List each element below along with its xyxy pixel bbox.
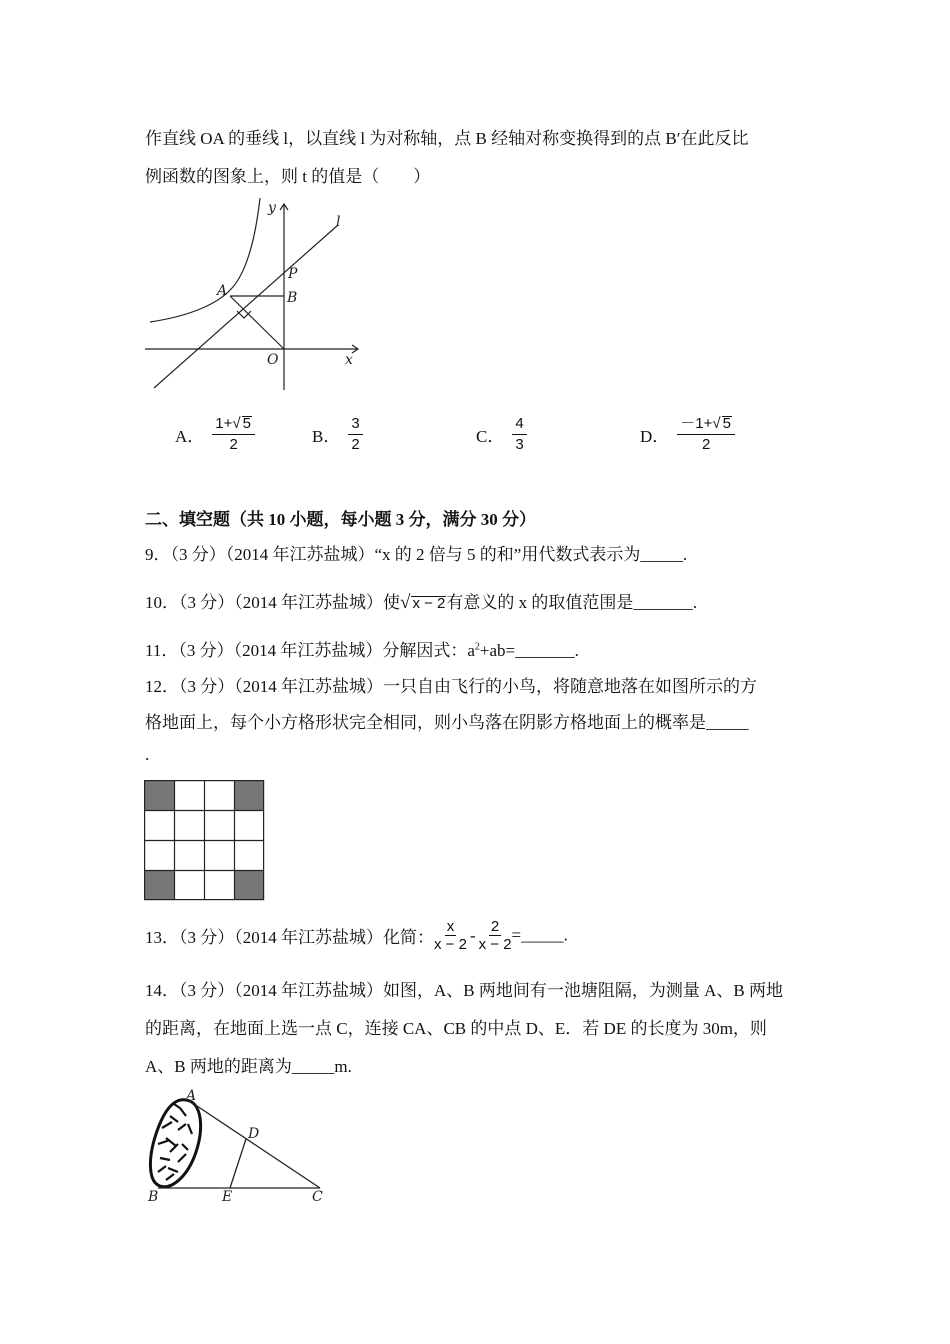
q8-option-a-num-sqrt: 5 [242, 414, 251, 432]
q13-f2-den: x − 2 [478, 936, 512, 953]
q14-label-c: C [312, 1189, 323, 1205]
q13-minus: - [469, 925, 476, 945]
q13-fraction-1 [434, 918, 467, 953]
q8-option-b[interactable] [312, 412, 363, 456]
q8-label-l: l [336, 214, 341, 230]
q8-option-b-label: B． [312, 426, 341, 446]
q12-line3: . [145, 745, 150, 764]
pond-shape [150, 1100, 200, 1187]
q14-label-a: A [186, 1088, 197, 1104]
q8-option-d[interactable] [640, 412, 735, 456]
q14-label-b: B [148, 1189, 159, 1205]
q12-grid-figure [144, 780, 266, 902]
q13-f1-den: x − 2 [434, 936, 467, 953]
q10-prefix: 10．（3 分）（2014 年江苏盐城）使 [145, 593, 400, 612]
q8-option-a-den: 2 [229, 435, 238, 453]
q8-option-d-num-sqrt: 5 [722, 414, 731, 432]
q14-figure [140, 1088, 340, 1208]
q8-line2: 例函数的图象上，则 t 的值是（ ） [145, 167, 431, 186]
q8-label-x: x [345, 352, 353, 368]
q8-label-y: y [268, 200, 276, 216]
q8-label-a: A [217, 283, 228, 299]
q14-label-d: D [248, 1126, 260, 1142]
q11-text [145, 636, 579, 661]
q8-option-b-num: 3 [348, 415, 362, 435]
q12-line1: 12．（3 分）（2014 年江苏盐城）一只自由飞行的小鸟，将随意地落在如图所示的方 [145, 677, 757, 696]
q8-option-c-den: 3 [515, 435, 524, 453]
q8-option-c-num: 4 [512, 415, 526, 435]
q8-option-b-den: 2 [351, 435, 360, 453]
q8-option-a-num-prefix: 1+ [215, 414, 233, 432]
q10-sqrt: x − 2 [412, 595, 446, 612]
q9-text: 9．（3 分）（2014 年江苏盐城）“x 的 2 倍与 5 的和”用代数式表示为_____. [145, 545, 688, 564]
q8-label-o: O [267, 352, 279, 368]
q11-suffix: +ab=_______. [479, 641, 579, 660]
q8-option-c-label: C． [476, 426, 505, 446]
q13-prefix: 13．（3 分）（2014 年江苏盐城）化简： [145, 928, 434, 947]
section-2-title: 二、填空题（共 10 小题，每小题 3 分，满分 30 分） [145, 510, 536, 529]
q14-line2: 的距离，在地面上选一点 C，连接 CA、CB 的中点 D、E．若 DE 的长度为 30m，则 [145, 1019, 767, 1038]
shaded-cell [145, 871, 174, 900]
q13-f2-num: 2 [490, 918, 500, 935]
q8-option-c[interactable] [476, 412, 527, 456]
shaded-cell [145, 781, 174, 810]
q8-option-a-label: A． [175, 426, 205, 446]
q10-text: 10．（3 分）（2014 年江苏盐城）使√ x − 2有意义的 x 的取值范围是_______. [145, 592, 698, 613]
q8-option-c-fraction [512, 415, 526, 454]
q8-option-d-den: 2 [701, 435, 711, 453]
q13-suffix: =_____. [511, 925, 568, 945]
q8-option-d-label: D． [640, 426, 670, 446]
q8-option-d-num-prefix: －1+ [680, 414, 713, 432]
q14-line1: 14．（3 分）（2014 年江苏盐城）如图，A、B 两地间有一池塘阻隔，为测量 A、B 两地 [145, 981, 783, 1000]
shaded-cell [235, 781, 264, 810]
q13-f1-num: x [446, 918, 455, 935]
q8-option-a-fraction: $\frac{1+√ 5}{2}$ [212, 415, 255, 454]
q10-suffix: 有意义的 x 的取值范围是_______. [446, 593, 698, 612]
q8-line1: 作直线 OA 的垂线 l，以直线 l 为对称轴，点 B 经轴对称变换得到的点 B′在此反比 [145, 129, 749, 148]
q13-text [145, 918, 568, 953]
q11-prefix: 11．（3 分）（2014 年江苏盐城）分解因式：a [145, 641, 475, 660]
q14-line3: A、B 两地的距离为_____m. [145, 1057, 352, 1076]
q8-figure [140, 198, 370, 398]
q8-label-b: B [287, 290, 298, 306]
q11-sup: 2 [474, 641, 480, 653]
q8-option-d-fraction: $\frac{-1+√ 5}{2}$ [677, 415, 735, 454]
q8-option-b-fraction [348, 415, 362, 454]
q13-fraction-2 [479, 918, 512, 953]
q12-line2: 格地面上，每个小方格形状完全相同，则小鸟落在阴影方格地面上的概率是_____ [145, 713, 749, 732]
q8-option-a[interactable] [175, 412, 255, 456]
shaded-cell [235, 871, 264, 900]
q8-label-p: P [288, 266, 298, 282]
q14-label-e: E [222, 1189, 233, 1205]
